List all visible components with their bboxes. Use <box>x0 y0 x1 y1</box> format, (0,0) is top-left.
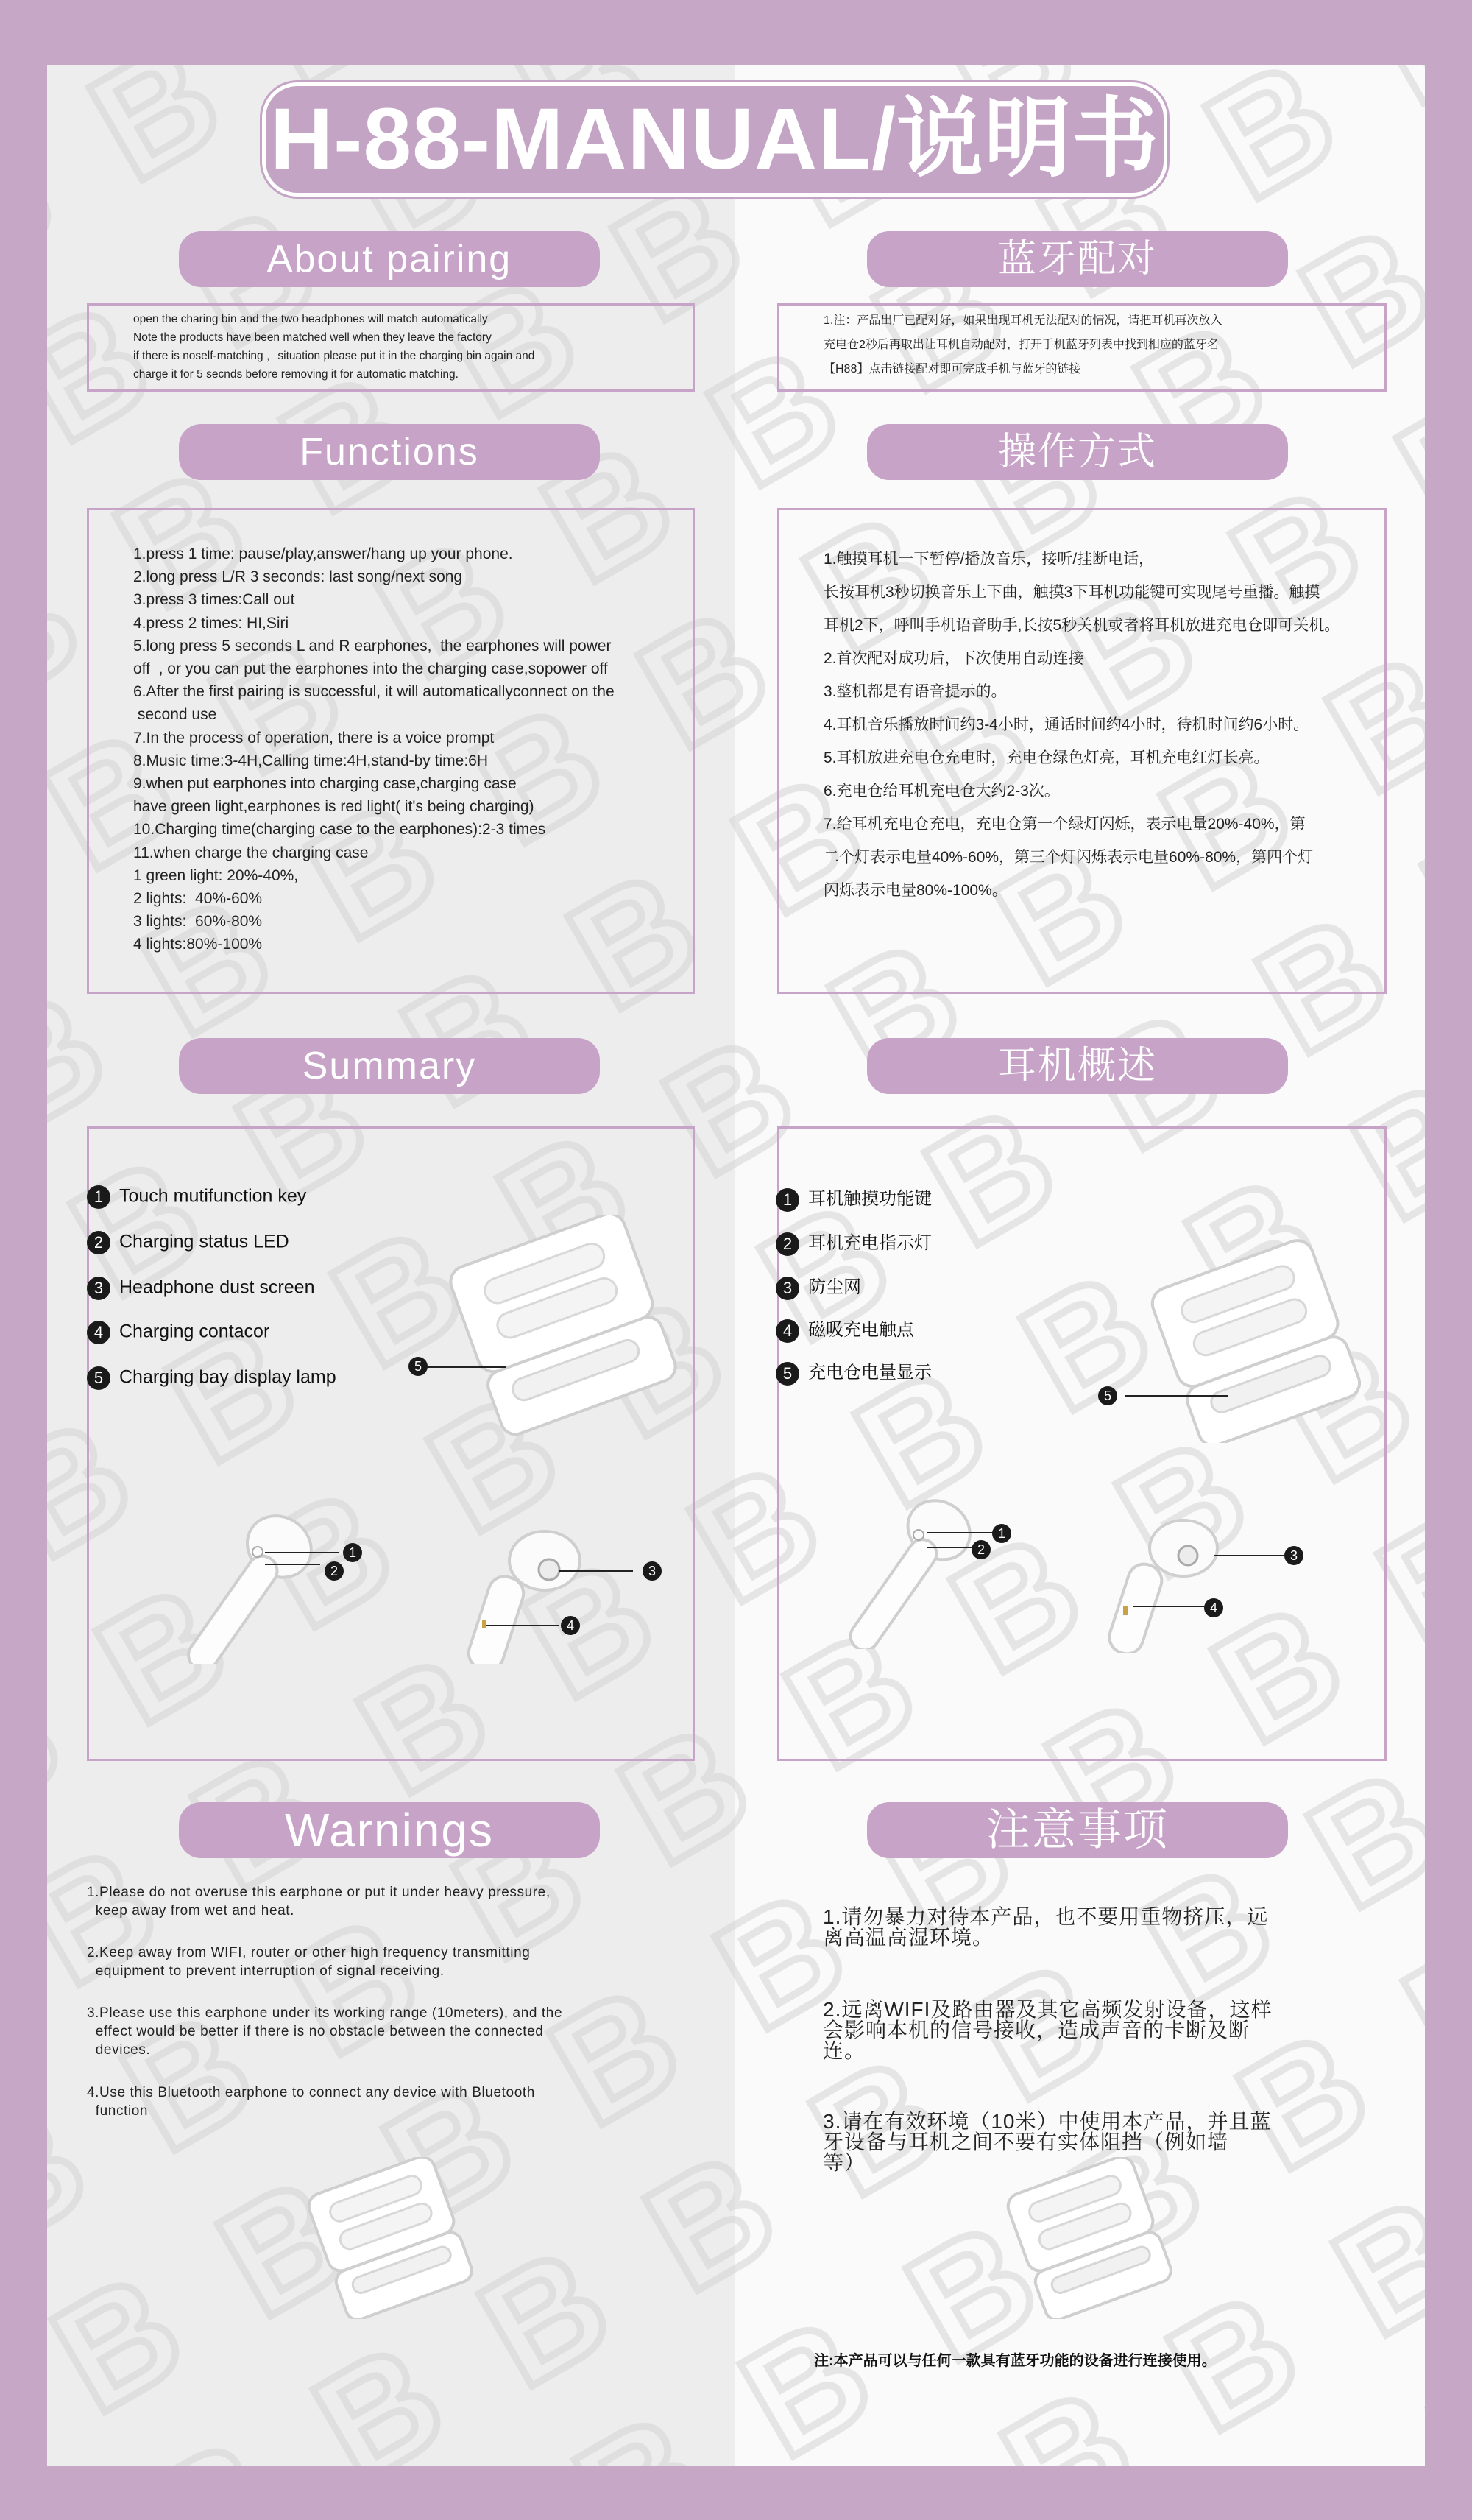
list-item: 8.Music time:3-4H,Calling time:4H,stand-by time:6H <box>133 752 488 769</box>
legend-label: 磁吸充电触点 <box>808 1320 914 1340</box>
legend-label: 防尘网 <box>808 1277 861 1297</box>
list-item: 二个灯表示电量40%-60%，第三个灯闪烁表示电量60%-80%，第四个灯 <box>824 849 1314 866</box>
about-pairing-box <box>87 303 695 392</box>
callout-lines-3-4 <box>486 1561 633 1642</box>
legend-item <box>87 1366 336 1390</box>
list-item: 5.耳机放进充电仓充电时，充电仓绿色灯亮，耳机充电红灯长亮。 <box>824 749 1270 766</box>
legend-number: 1 <box>87 1185 110 1209</box>
list-item: off , or you can put the earphones into the charging case,sopower off <box>133 660 608 678</box>
list-item: 4 lights:80%-100% <box>133 936 263 953</box>
bluetooth-pairing-heading: 蓝牙配对 <box>867 231 1288 287</box>
callout-1: 1 <box>343 1543 362 1562</box>
about-pairing-heading: About pairing <box>179 231 600 287</box>
list-item: 4.press 2 times: HI,Siri <box>133 614 289 632</box>
warning-item: 2.Keep away from WIFI, router or other high frequency transmitting equipment to prevent interruption of signal receiving. <box>87 1945 531 1979</box>
warning-item: 4.Use this Bluetooth earphone to connect any device with Bluetooth function <box>87 2085 535 2119</box>
list-item: 2 lights: 40%-60% <box>133 890 263 908</box>
callout-2: 2 <box>972 1540 991 1559</box>
operation-box <box>777 508 1387 994</box>
bluetooth-pairing-box <box>777 303 1387 392</box>
charging-case-illustration <box>1148 1237 1369 1443</box>
legend-number: 2 <box>776 1232 799 1256</box>
legend-item <box>776 1228 932 1256</box>
legend-label: Touch mutifunction key <box>119 1185 307 1207</box>
legend-number: 5 <box>776 1362 799 1386</box>
legend-item <box>776 1315 914 1343</box>
legend-number: 3 <box>87 1277 110 1300</box>
list-item: 6.充电仓给耳机充电仓大约2-3次。 <box>824 783 1060 800</box>
list-item: 3.press 3 times:Call out <box>133 591 295 609</box>
text-line: 充电仓2秒后再取出让耳机自动配对，打开手机蓝牙列表中找到相应的蓝牙名 <box>824 339 1219 351</box>
precaution-item: 3.请在有效环境（10米）中使用本产品，并且蓝 牙设备与耳机之间不要有实体阻挡（例如墙 等） <box>823 2110 1272 2174</box>
charging-case-illustration <box>442 1215 684 1436</box>
list-item: 7.In the process of operation, there is a voice prompt <box>133 729 495 747</box>
list-item: 3 lights: 60%-80% <box>133 913 263 931</box>
text-line: charge it for 5 secnds before removing it for automatic matching. <box>133 368 459 381</box>
list-item: 2.long press L/R 3 seconds: last song/next song <box>133 568 463 586</box>
legend-label: 耳机触摸功能键 <box>808 1189 932 1209</box>
legend-number: 2 <box>87 1231 110 1254</box>
list-item: 闪烁表示电量80%-100%。 <box>824 882 1008 899</box>
summary-heading: Summary <box>179 1038 600 1094</box>
legend-item <box>776 1184 932 1212</box>
legend-item <box>87 1277 314 1300</box>
legend-number: 5 <box>87 1366 110 1390</box>
callout-2: 2 <box>325 1561 344 1581</box>
charging-case-illustration <box>1001 2157 1178 2319</box>
list-item: 10.Charging time(charging case to the earphones):2-3 times <box>133 821 546 839</box>
legend-item <box>776 1358 932 1386</box>
functions-heading: Functions <box>179 424 600 480</box>
precautions-heading: 注意事项 <box>867 1802 1288 1858</box>
legend-number: 4 <box>776 1319 799 1343</box>
callout-5: 5 <box>408 1357 428 1376</box>
list-item: 长按耳机3秒切换音乐上下曲，触摸3下耳机功能键可实现尾号重播。触摸 <box>824 584 1320 601</box>
legend-number: 4 <box>87 1321 110 1344</box>
legend-label: 充电仓电量显示 <box>808 1363 932 1383</box>
bluetooth-pairing-text <box>779 306 1384 381</box>
legend-label: Headphone dust screen <box>119 1277 315 1298</box>
callout-3: 3 <box>643 1561 662 1581</box>
callout-3: 3 <box>1284 1546 1303 1565</box>
list-item: second use <box>133 706 217 724</box>
legend-label: Charging bay display lamp <box>119 1366 336 1388</box>
callout-line <box>1110 1386 1228 1408</box>
list-item: 1.press 1 time: pause/play,answer/hang up your phone. <box>133 546 513 562</box>
text-line: Note the products have been matched well when they leave the factory <box>133 331 492 344</box>
legend-label: Charging contacor <box>119 1321 270 1342</box>
list-item: 11.when charge the charging case <box>133 844 369 861</box>
list-item: 6.After the first pairing is successful, it will automaticallyconnect on the <box>133 683 615 701</box>
callout-4: 4 <box>561 1616 580 1635</box>
legend-label: 耳机充电指示灯 <box>808 1233 932 1253</box>
precaution-item: 1.请勿暴力对待本产品，也不要用重物挤压，远 离高温高湿环境。 <box>823 1905 1269 1949</box>
legend-item <box>87 1185 306 1209</box>
list-item: have green light,earphones is red light( it's being charging) <box>133 798 534 816</box>
legend-item <box>87 1231 289 1254</box>
warnings-heading: Warnings <box>179 1802 600 1858</box>
callout-1: 1 <box>992 1524 1011 1543</box>
list-item: 7.给耳机充电仓充电，充电仓第一个绿灯闪烁，表示电量20%-40%，第 <box>824 816 1306 833</box>
list-item: 5.long press 5 seconds L and R earphones, the earphones will power <box>133 637 612 654</box>
list-item: 1 green light: 20%-40%, <box>133 867 299 884</box>
legend-item <box>87 1321 269 1344</box>
functions-list <box>89 510 693 956</box>
earphone-overview-box <box>777 1126 1387 1761</box>
operation-heading: 操作方式 <box>867 424 1288 480</box>
warning-item: 1.Please do not overuse this earphone or put it under heavy pressure, keep away from wet and heat. <box>87 1885 551 1919</box>
text-line: open the charing bin and the two headphones will match automatically <box>133 313 488 325</box>
legend-item <box>776 1272 861 1300</box>
callout-4: 4 <box>1204 1598 1223 1617</box>
legend-number: 1 <box>776 1188 799 1212</box>
text-line: if there is noself-matching ，situation please put it in the charging bin again and <box>133 350 535 362</box>
earphone-overview-heading: 耳机概述 <box>867 1038 1288 1094</box>
warning-item: 3.Please use this earphone under its working range (10meters), and the effect would be better if there is no obstacle between the connected devices. <box>87 2005 563 2058</box>
charging-case-illustration <box>302 2157 478 2319</box>
list-item: 4.耳机音乐播放时间约3-4小时，通话时间约4小时，待机时间约6小时。 <box>824 716 1309 733</box>
manual-title: H-88-MANUAL/说明书 <box>262 82 1167 197</box>
earbud-side-illustration <box>151 1494 328 1664</box>
list-item: 3.整机都是有语音提示的。 <box>824 683 1007 700</box>
list-item: 2.首次配对成功后，下次使用自动连接 <box>824 650 1084 667</box>
list-item: 9.when put earphones into charging case,charging case <box>133 775 517 793</box>
operation-list <box>779 510 1384 907</box>
compatibility-note: 注:本产品可以与任何一款具有蓝牙功能的设备进行连接使用。 <box>814 2353 1217 2369</box>
about-pairing-text <box>89 306 693 384</box>
precaution-item: 2.远离WIFI及路由器及其它高频发射设备，这样 会影响本机的信号接收，造成声音的卡断及断 连。 <box>823 1998 1273 2062</box>
functions-box <box>87 508 695 994</box>
callout-5: 5 <box>1098 1386 1117 1405</box>
list-item: 耳机2下，呼叫手机语音助手,长按5秒关机或者将耳机放进充电仓即可关机。 <box>824 617 1340 634</box>
legend-label: Charging status LED <box>119 1231 289 1252</box>
text-line: 1.注：产品出厂已配对好，如果出现耳机无法配对的情况，请把耳机再次放入 <box>824 314 1222 327</box>
legend-number: 3 <box>776 1277 799 1300</box>
list-item: 1.触摸耳机一下暂停/播放音乐，接听/挂断电话， <box>824 551 1155 568</box>
earbud-side-illustration <box>815 1480 985 1649</box>
text-line: 【H88】点击链接配对即可完成手机与蓝牙的链接 <box>824 363 1081 375</box>
